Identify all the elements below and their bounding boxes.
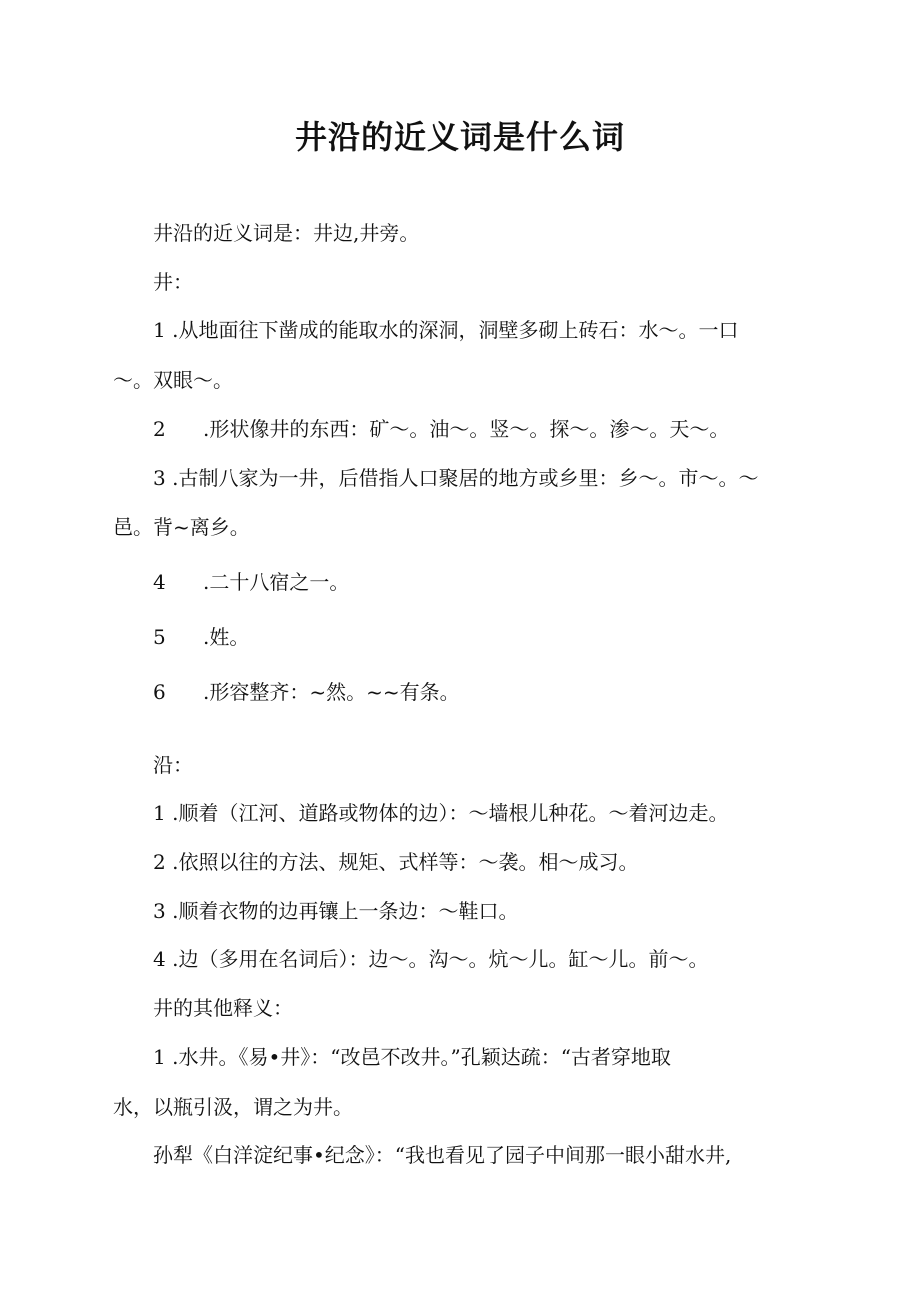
other-item-1 <box>153 1043 671 1071</box>
item-number: 1 <box>153 318 166 342</box>
item-text: .顺着（江河、道路或物体的边）：～墙根儿种花。～着河边走。 <box>172 801 729 825</box>
item-number: 3 <box>153 466 166 490</box>
jing-item-2 <box>153 415 729 443</box>
item-text: .边（多用在名词后）：边～。沟～。炕～儿。缸～儿。前～。 <box>172 947 709 971</box>
item-number: 4 <box>153 570 166 594</box>
item-number: 6 <box>153 680 166 704</box>
jing-item-1-continuation: ～。双眼～。 <box>113 368 233 392</box>
item-number: 1 <box>153 801 166 825</box>
yan-item-4 <box>153 945 708 973</box>
page-title: 井沿的近义词是什么词 <box>294 118 625 156</box>
jing-item-6 <box>153 678 460 706</box>
item-text: .形容整齐：~然。~~有条。 <box>203 680 460 704</box>
other-item-1-continuation: 水，以瓶引汲，谓之为井。 <box>113 1095 353 1119</box>
intro-paragraph: 井沿的近义词是：井边,井旁。 <box>153 221 420 245</box>
item-text: .姓。 <box>203 625 250 649</box>
item-text: .二十八宿之一。 <box>203 570 350 594</box>
jing-item-5 <box>153 623 249 651</box>
jing-item-3 <box>153 464 758 492</box>
item-number: 3 <box>153 899 166 923</box>
item-number: 2 <box>153 417 166 441</box>
jing-item-3-continuation: 邑。背~离乡。 <box>113 515 250 539</box>
item-text: .水井。《易•井》：“改邑不改井。”孔颖达疏：“古者穿地取 <box>172 1045 671 1069</box>
section-heading-other: 井的其他释义： <box>153 996 293 1020</box>
item-number: 1 <box>153 1045 166 1069</box>
yan-item-1 <box>153 799 728 827</box>
jing-item-4 <box>153 568 349 596</box>
item-number: 2 <box>153 850 166 874</box>
item-text: .从地面往下凿成的能取水的深洞，洞壁多砌上砖石：水～。一口 <box>172 318 739 342</box>
item-text: .顺着衣物的边再镶上一条边：～鞋口。 <box>172 899 519 923</box>
item-text: .形状像井的东西：矿～。油～。竖～。探～。渗～。天～。 <box>203 417 730 441</box>
item-text: .古制八家为一井，后借指人口聚居的地方或乡里：乡～。市～。～ <box>172 466 759 490</box>
yan-item-3 <box>153 897 518 925</box>
jing-item-1 <box>153 316 738 344</box>
quote-paragraph: 孙犁《白洋淀纪事•纪念》：“我也看见了园子中间那一眼小甜水井, <box>153 1143 732 1167</box>
item-number: 4 <box>153 947 166 971</box>
item-text: .依照以往的方法、规矩、式样等：～袭。相～成习。 <box>172 850 639 874</box>
section-heading-yan: 沿： <box>153 753 193 777</box>
section-heading-jing: 井： <box>153 270 193 294</box>
yan-item-2 <box>153 848 638 876</box>
item-number: 5 <box>153 625 166 649</box>
